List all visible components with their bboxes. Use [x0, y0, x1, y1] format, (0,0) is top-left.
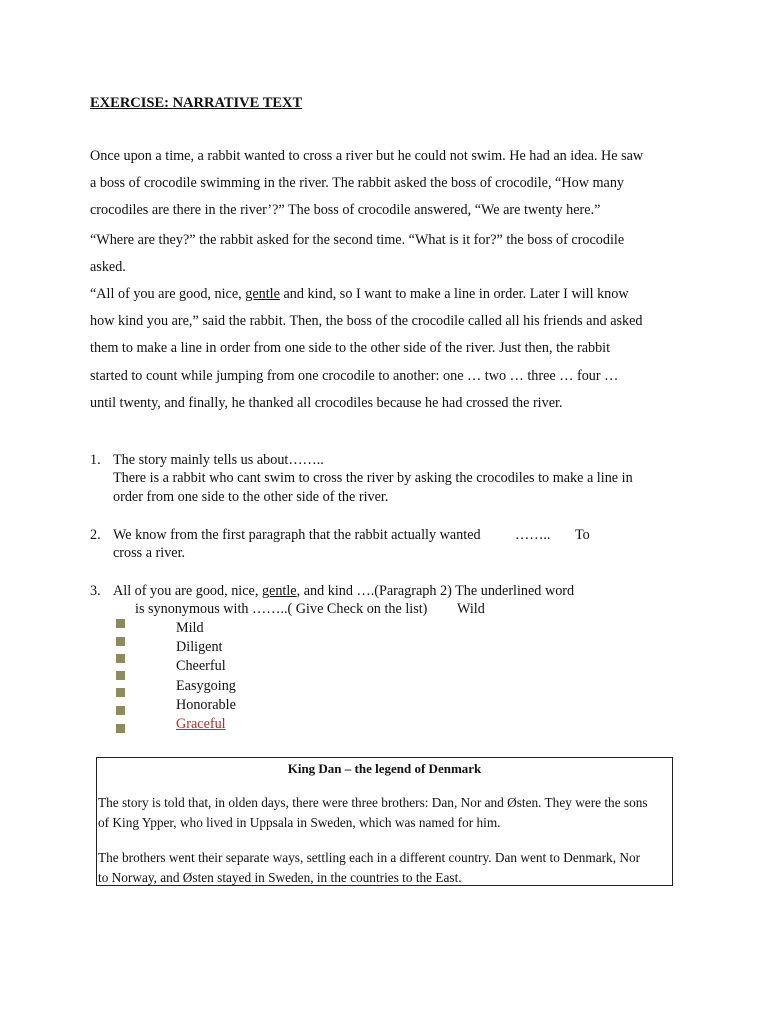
story-line: started to count while jumping from one crocodile to another: one … two … three … four … — [90, 368, 619, 384]
story-text-segment: and kind, so I want to make a line in order. Later I will know — [279, 286, 629, 302]
option-item: Diligent — [176, 639, 223, 655]
option-item: Cheerful — [176, 658, 226, 674]
page-title: EXERCISE: NARRATIVE TEXT — [90, 95, 303, 111]
square-bullet-icon — [116, 724, 125, 733]
underlined-word: gentle — [245, 286, 280, 302]
answer-text: There is a rabbit who cant swim to cross the river by asking the crocodiles to make a line in — [113, 470, 633, 486]
info-box — [96, 757, 673, 886]
option-item: Honorable — [176, 697, 236, 713]
info-box-line: The brothers went their separate ways, settling each in a different country. Dan went to Denmark, Nor — [98, 850, 641, 865]
story-line: how kind you are,” said the rabbit. Then, the boss of the crocodile called all his friends and asked — [90, 313, 643, 329]
story-line: until twenty, and finally, he thanked all crocodiles because he had crossed the river. — [90, 395, 563, 411]
question-text-segment: All of you are good, nice, — [113, 583, 262, 599]
question-number: 3. — [90, 583, 101, 599]
answer-text: order from one side to the other side of the river. — [113, 489, 389, 505]
square-bullet-icon — [116, 654, 125, 663]
question-text — [113, 583, 574, 600]
question-text: The story mainly tells us about…….. — [113, 452, 324, 468]
story-line: a boss of crocodile swimming in the river. The rabbit asked the boss of crocodile, “How many — [90, 175, 625, 191]
answer-text: To — [575, 527, 590, 543]
answer-text: Wild — [457, 601, 485, 617]
option-item: Mild — [176, 620, 204, 636]
info-box-line: to Norway, and Østen stayed in Sweden, in the countries to the East. — [98, 870, 462, 885]
story-line: them to make a line in order from one side to the other side of the river. Just then, the rabbit — [90, 340, 611, 356]
question-text-segment: , and kind ….(Paragraph 2) The underlined word — [296, 583, 575, 599]
question-text: We know from the first paragraph that the rabbit actually wanted — [113, 527, 481, 543]
answer-text: cross a river. — [113, 545, 186, 561]
info-box-line: The story is told that, in olden days, there were three brothers: Dan, Nor and Østen. They were the sons — [98, 795, 648, 810]
info-box-title: King Dan – the legend of Denmark — [287, 761, 482, 776]
option-item: Easygoing — [176, 678, 236, 694]
story-line: crocodiles are there in the river’?” The boss of crocodile answered, “We are twenty here.” — [90, 202, 601, 218]
square-bullet-icon — [116, 706, 125, 715]
story-text-segment: “All of you are good, nice, — [90, 286, 246, 302]
question-text: is synonymous with ……..( Give Check on the list) — [135, 601, 428, 617]
square-bullet-icon — [116, 688, 125, 697]
answer-blank: …….. — [515, 527, 551, 543]
question-number: 2. — [90, 527, 101, 543]
info-box-line: of King Ypper, who lived in Uppsala in Sweden, which was named for him. — [98, 815, 501, 830]
square-bullet-icon — [116, 671, 125, 680]
square-bullet-icon — [116, 637, 125, 646]
story-line: “Where are they?” the rabbit asked for the second time. “What is it for?” the boss of crocodile — [90, 232, 625, 248]
option-link-graceful[interactable]: Graceful — [176, 716, 226, 732]
underlined-word: gentle — [261, 583, 297, 599]
story-line — [90, 286, 629, 303]
story-line: Once upon a time, a rabbit wanted to cross a river but he could not swim. He had an idea. He saw — [90, 148, 644, 164]
question-number: 1. — [90, 452, 101, 468]
story-line: asked. — [90, 259, 126, 275]
square-bullet-icon — [116, 619, 125, 628]
